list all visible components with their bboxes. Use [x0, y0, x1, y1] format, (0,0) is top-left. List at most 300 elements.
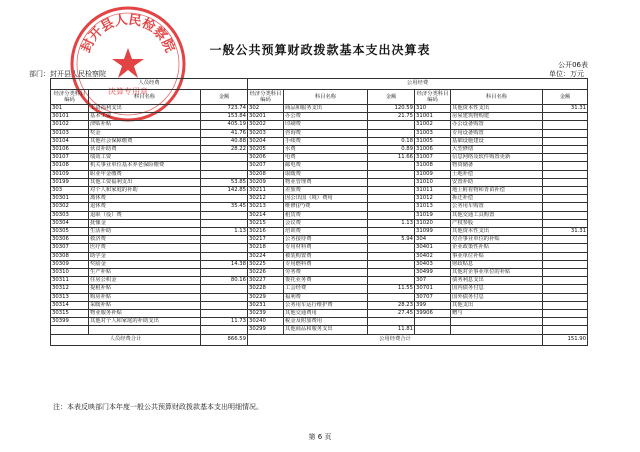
cell-amount: 31.31: [543, 228, 588, 236]
cell-name: 安置补助: [451, 178, 543, 186]
cell-name: 福利费: [284, 293, 368, 301]
table-row: [51, 252, 588, 260]
cell-code: 30499: [415, 269, 451, 277]
cell-code: 30206: [248, 154, 284, 162]
cell-name: 咨询费: [284, 129, 368, 137]
cell-code: 30314: [51, 301, 89, 309]
table-row: [51, 310, 588, 318]
cell-amount: 723.74: [201, 105, 248, 113]
cell-code: 31019: [415, 211, 451, 219]
col-name: 科目名称: [451, 90, 543, 105]
form-number: 公开06表: [558, 61, 588, 69]
cell-amount: 31.31: [543, 105, 588, 113]
cell-amount: [543, 178, 588, 186]
table-row: [51, 137, 588, 145]
table-row: [51, 129, 588, 137]
cell-name: 绩效工资: [89, 154, 201, 162]
cell-amount: [543, 252, 588, 260]
cell-name: 土地补偿: [451, 170, 543, 178]
cell-code: 30212: [248, 195, 284, 203]
cell-name: 购房补贴: [89, 293, 201, 301]
col-name: 科目名称: [284, 90, 368, 105]
cell-amount: [543, 195, 588, 203]
cell-amount: [543, 113, 588, 121]
col-amount: 金额: [543, 90, 588, 105]
cell-name: 其他对企事业单位的补贴: [451, 269, 543, 277]
table-row: [51, 326, 588, 334]
cell-name: 伙食补助费: [89, 146, 201, 154]
cell-code: 31013: [415, 203, 451, 211]
cell-amount: [543, 293, 588, 301]
cell-name: 企业政策性补贴: [451, 244, 543, 252]
cell-code: 31009: [415, 170, 451, 178]
cell-amount: [543, 137, 588, 145]
cell-amount: 153.84: [201, 113, 248, 121]
public-header: 公用经费: [248, 79, 588, 90]
cell-code: 30311: [51, 277, 89, 285]
cell-code: 30218: [248, 244, 284, 252]
cell-code: 30310: [51, 269, 89, 277]
cell-name: 地上附着物和青苗补偿: [451, 187, 543, 195]
cell-name: 其他交通费用: [284, 310, 368, 318]
cell-amount: 11.81: [368, 326, 415, 334]
cell-code: 30239: [248, 310, 284, 318]
table-row: [51, 293, 588, 301]
cell-code: 31001: [415, 113, 451, 121]
cell-name: 机关事业单位基本养老保险缴费: [89, 162, 201, 170]
cell-amount: [543, 269, 588, 277]
cell-amount: [368, 162, 415, 170]
cell-name: 电费: [284, 154, 368, 162]
table-row: [51, 244, 588, 252]
table-header-columns: [51, 90, 588, 105]
cell-name: 办公费: [284, 113, 368, 121]
cell-amount: 27.45: [368, 310, 415, 318]
cell-amount: [368, 203, 415, 211]
cell-name: 拆迁补偿: [451, 195, 543, 203]
cell-amount: [543, 129, 588, 137]
cell-code: 30208: [248, 170, 284, 178]
cell-name: 取暖费: [284, 170, 368, 178]
cell-name: 事业单位补贴: [451, 252, 543, 260]
cell-amount: 0.18: [368, 137, 415, 145]
cell-name: [451, 318, 543, 326]
page-title: 一般公共预算财政拨款基本支出决算表: [209, 43, 431, 57]
table-row: [51, 170, 588, 178]
col-code: 经济分类科目编码: [51, 90, 89, 105]
cell-code: 30207: [248, 162, 284, 170]
cell-name: 救济费: [89, 236, 201, 244]
table-row: [51, 285, 588, 293]
cell-code: 30313: [51, 293, 89, 301]
cell-amount: 1.13: [368, 219, 415, 227]
cell-amount: [201, 310, 248, 318]
col-amount: 金额: [368, 90, 415, 105]
department-label: 部门：封开县人民检察院: [29, 70, 106, 78]
cell-name: 租赁费: [284, 211, 368, 219]
cell-code: 31002: [415, 121, 451, 129]
cell-name: 房屋建筑物购建: [451, 113, 543, 121]
cell-code: 30225: [248, 260, 284, 268]
cell-name: [89, 326, 201, 334]
cell-amount: [543, 326, 588, 334]
cell-amount: [543, 121, 588, 129]
table-row: [51, 105, 588, 113]
cell-name: 差旅费: [284, 187, 368, 195]
cell-code: 30228: [248, 285, 284, 293]
cell-code: [415, 326, 451, 334]
cell-code: 30213: [248, 203, 284, 211]
cell-name: 公务用车运行维护费: [284, 301, 368, 309]
cell-amount: [543, 170, 588, 178]
cell-code: 31006: [415, 146, 451, 154]
cell-name: 会议费: [284, 219, 368, 227]
cell-amount: [368, 211, 415, 219]
cell-amount: 5.94: [368, 236, 415, 244]
table-row: [51, 301, 588, 309]
cell-code: 30309: [51, 260, 89, 268]
table-row: [51, 236, 588, 244]
cell-name: 被装购置费: [284, 252, 368, 260]
table-row: [51, 260, 588, 268]
cell-code: [51, 326, 89, 334]
cell-code: 31099: [415, 228, 451, 236]
cell-name: 对企事业单位的补贴: [451, 236, 543, 244]
cell-code: [415, 318, 451, 326]
cell-amount: 21.75: [368, 113, 415, 121]
cell-code: 31007: [415, 154, 451, 162]
cell-name: 专用设备购置: [451, 129, 543, 137]
cell-name: 办公设备购置: [451, 121, 543, 129]
table-row: [51, 277, 588, 285]
cell-code: 31011: [415, 187, 451, 195]
cell-name: 专用材料费: [284, 244, 368, 252]
table-row: [51, 146, 588, 154]
cell-amount: 40.88: [201, 137, 248, 145]
cell-code: 30299: [248, 326, 284, 334]
cell-name: 专用燃料费: [284, 260, 368, 268]
col-amount: 金额: [201, 90, 248, 105]
cell-amount: [201, 285, 248, 293]
cell-name: 对个人和家庭的补助: [89, 187, 201, 195]
cell-code: 30202: [248, 121, 284, 129]
cell-code: 30215: [248, 219, 284, 227]
table-row: [51, 195, 588, 203]
cell-amount: 142.85: [201, 187, 248, 195]
cell-amount: [368, 187, 415, 195]
cell-name: 公务接待费: [284, 236, 368, 244]
cell-code: 301: [51, 105, 89, 113]
cell-amount: [368, 121, 415, 129]
col-code: 经济分类科目编码: [415, 90, 451, 105]
cell-name: 提租补贴: [89, 285, 201, 293]
cell-amount: 28.22: [201, 146, 248, 154]
cell-code: 302: [248, 105, 284, 113]
cell-code: 30229: [248, 293, 284, 301]
cell-amount: [201, 236, 248, 244]
cell-amount: [368, 244, 415, 252]
cell-code: 31012: [415, 195, 451, 203]
cell-code: 30301: [51, 195, 89, 203]
cell-amount: 1.13: [201, 228, 248, 236]
cell-name: 产权参股: [451, 219, 543, 227]
cell-code: 30307: [51, 244, 89, 252]
cell-name: 其他支出: [451, 301, 543, 309]
cell-amount: [368, 178, 415, 186]
cell-name: 抚恤金: [89, 219, 201, 227]
cell-code: 39906: [415, 310, 451, 318]
unit-label: 单位：万元: [549, 70, 584, 78]
cell-name: 生活补助: [89, 228, 201, 236]
table-row: [51, 178, 588, 186]
cell-amount: [543, 260, 588, 268]
cell-amount: [543, 146, 588, 154]
cell-amount: 14.38: [201, 260, 248, 268]
cell-name: 赠与: [451, 310, 543, 318]
cell-amount: [201, 293, 248, 301]
cell-amount: [201, 301, 248, 309]
cell-amount: 0.89: [368, 146, 415, 154]
cell-amount: [543, 203, 588, 211]
cell-code: 307: [415, 277, 451, 285]
cell-code: 30399: [51, 318, 89, 326]
table-header-groups: [51, 79, 588, 90]
cell-amount: [201, 269, 248, 277]
cell-name: 基础设施建设: [451, 137, 543, 145]
cell-code: 30401: [415, 244, 451, 252]
cell-amount: [201, 195, 248, 203]
personnel-header: 人员经费: [51, 79, 248, 90]
cell-code: 30403: [415, 260, 451, 268]
cell-code: 30101: [51, 113, 89, 121]
cell-code: 30216: [248, 228, 284, 236]
cell-name: 津贴补贴: [89, 121, 201, 129]
cell-amount: [368, 277, 415, 285]
table-row: [51, 211, 588, 219]
col-name: 科目名称: [89, 90, 201, 105]
cell-code: 310: [415, 105, 451, 113]
cell-name: 基本工资: [89, 113, 201, 121]
cell-code: 30306: [51, 236, 89, 244]
cell-code: 304: [415, 236, 451, 244]
cell-amount: [543, 162, 588, 170]
cell-amount: [543, 318, 588, 326]
cell-amount: 11.55: [368, 285, 415, 293]
cell-amount: [368, 195, 415, 203]
cell-amount: [543, 301, 588, 309]
cell-amount: [543, 187, 588, 195]
cell-code: 30108: [51, 162, 89, 170]
personnel-total-value: 866.59: [201, 334, 248, 345]
cell-amount: 120.59: [368, 105, 415, 113]
cell-name: 离休费: [89, 195, 201, 203]
cell-amount: [368, 269, 415, 277]
cell-code: 31008: [415, 162, 451, 170]
table-row: [51, 269, 588, 277]
cell-amount: 11.66: [368, 154, 415, 162]
cell-amount: [543, 236, 588, 244]
cell-amount: 80.16: [201, 277, 248, 285]
table-row: [51, 187, 588, 195]
cell-code: 30701: [415, 285, 451, 293]
cell-amount: [543, 211, 588, 219]
cell-name: 信息网络及软件购置更新: [451, 154, 543, 162]
cell-name: 水费: [284, 146, 368, 154]
cell-amount: [543, 310, 588, 318]
cell-name: 国内债务付息: [451, 285, 543, 293]
cell-code: 399: [415, 301, 451, 309]
cell-amount: [543, 244, 588, 252]
cell-name: 采暖补贴: [89, 301, 201, 309]
cell-name: 物资储备: [451, 162, 543, 170]
seal-text: 封开县人民检察院: [78, 12, 178, 55]
cell-name: 奖励金: [89, 260, 201, 268]
table-row: [51, 162, 588, 170]
table-row: [51, 318, 588, 326]
cell-name: 因公出国（境）费用: [284, 195, 368, 203]
cell-name: 其他工资福利支出: [89, 178, 201, 186]
seal-subtext: 决算专用章: [108, 87, 148, 96]
cell-name: 助学金: [89, 252, 201, 260]
cell-name: 委托业务费: [284, 277, 368, 285]
cell-code: 30209: [248, 178, 284, 186]
cell-code: 30201: [248, 113, 284, 121]
cell-name: 物业管理费: [284, 178, 368, 186]
cell-code: 31020: [415, 219, 451, 227]
cell-amount: 28.23: [368, 301, 415, 309]
cell-code: 30102: [51, 121, 89, 129]
table-row: [51, 203, 588, 211]
cell-name: 其他交通工具购置: [451, 211, 543, 219]
cell-code: 30227: [248, 277, 284, 285]
cell-name: 医疗费: [89, 244, 201, 252]
page-number: 第 6 页: [308, 433, 332, 441]
cell-name: 其他资本性支出: [451, 228, 543, 236]
cell-amount: [201, 244, 248, 252]
cell-name: 奖金: [89, 129, 201, 137]
table-row: [51, 121, 588, 129]
cell-name: 大型修缮: [451, 146, 543, 154]
cell-name: 退职（役）费: [89, 211, 201, 219]
cell-name: 国外债务付息: [451, 293, 543, 301]
cell-name: [451, 326, 543, 334]
cell-name: 培训费: [284, 228, 368, 236]
cell-amount: [543, 277, 588, 285]
cell-name: 税金及附加费用: [284, 318, 368, 326]
cell-code: 31005: [415, 137, 451, 145]
totals-row: [51, 334, 588, 345]
cell-amount: [368, 129, 415, 137]
cell-amount: [201, 326, 248, 334]
cell-amount: 35.45: [201, 203, 248, 211]
public-total-value: 151.90: [543, 334, 588, 345]
cell-name: 其他商品和服务支出: [284, 326, 368, 334]
expenditure-table: [50, 78, 588, 346]
cell-code: 30106: [51, 146, 89, 154]
cell-amount: [201, 162, 248, 170]
cell-code: 31010: [415, 178, 451, 186]
cell-name: 印刷费: [284, 121, 368, 129]
cell-name: 其他对个人和家庭的补助支出: [89, 318, 201, 326]
cell-code: 30402: [415, 252, 451, 260]
cell-name: 其他资本性支出: [451, 105, 543, 113]
cell-name: 商品和服务支出: [284, 105, 368, 113]
cell-name: 工会经费: [284, 285, 368, 293]
cell-amount: [368, 260, 415, 268]
cell-code: 30226: [248, 269, 284, 277]
cell-amount: [543, 219, 588, 227]
cell-code: 31003: [415, 129, 451, 137]
cell-code: 30231: [248, 301, 284, 309]
cell-amount: [201, 211, 248, 219]
table-row: [51, 113, 588, 121]
cell-name: 职业年金缴费: [89, 170, 201, 178]
cell-name: 财政贴息: [451, 260, 543, 268]
cell-code: 30304: [51, 219, 89, 227]
cell-code: 30315: [51, 310, 89, 318]
cell-code: 30107: [51, 154, 89, 162]
cell-amount: [543, 285, 588, 293]
cell-amount: [368, 170, 415, 178]
cell-name: 其他社会保障缴费: [89, 137, 201, 145]
cell-code: 30224: [248, 252, 284, 260]
cell-code: 30211: [248, 187, 284, 195]
cell-name: 退休费: [89, 203, 201, 211]
cell-amount: [368, 228, 415, 236]
cell-code: 30217: [248, 236, 284, 244]
cell-code: 30308: [51, 252, 89, 260]
cell-name: 生产补贴: [89, 269, 201, 277]
cell-name: 住房公积金: [89, 277, 201, 285]
cell-code: 30312: [51, 285, 89, 293]
personnel-total-label: 人员经费合计: [51, 334, 201, 345]
cell-amount: [201, 219, 248, 227]
cell-code: 30103: [51, 129, 89, 137]
cell-amount: 53.85: [201, 178, 248, 186]
cell-code: 30303: [51, 211, 89, 219]
cell-code: 30240: [248, 318, 284, 326]
cell-code: 30104: [51, 137, 89, 145]
cell-name: 劳务费: [284, 269, 368, 277]
cell-amount: [543, 154, 588, 162]
cell-name: 物业服务补贴: [89, 310, 201, 318]
cell-amount: 41.76: [201, 129, 248, 137]
table-row: [51, 154, 588, 162]
cell-amount: [368, 252, 415, 260]
cell-amount: [368, 318, 415, 326]
cell-code: 30203: [248, 129, 284, 137]
footnote: 注：本表反映部门本年度一般公共预算财政拨款基本支出明细情况。: [53, 403, 263, 411]
cell-amount: 11.73: [201, 318, 248, 326]
cell-code: 303: [51, 187, 89, 195]
table-row: [51, 219, 588, 227]
cell-code: 30707: [415, 293, 451, 301]
cell-code: 30204: [248, 137, 284, 145]
cell-name: 邮电费: [284, 162, 368, 170]
cell-name: 维修(护)费: [284, 203, 368, 211]
cell-name: 公务用车购置: [451, 203, 543, 211]
cell-code: 30305: [51, 228, 89, 236]
cell-amount: [201, 170, 248, 178]
cell-name: 手续费: [284, 137, 368, 145]
cell-code: 30302: [51, 203, 89, 211]
col-code: 经济分类科目编码: [248, 90, 284, 105]
cell-name: 债务利息支出: [451, 277, 543, 285]
cell-name: 工资福利支出: [89, 105, 201, 113]
cell-code: 30109: [51, 170, 89, 178]
cell-amount: [201, 252, 248, 260]
cell-amount: [201, 154, 248, 162]
